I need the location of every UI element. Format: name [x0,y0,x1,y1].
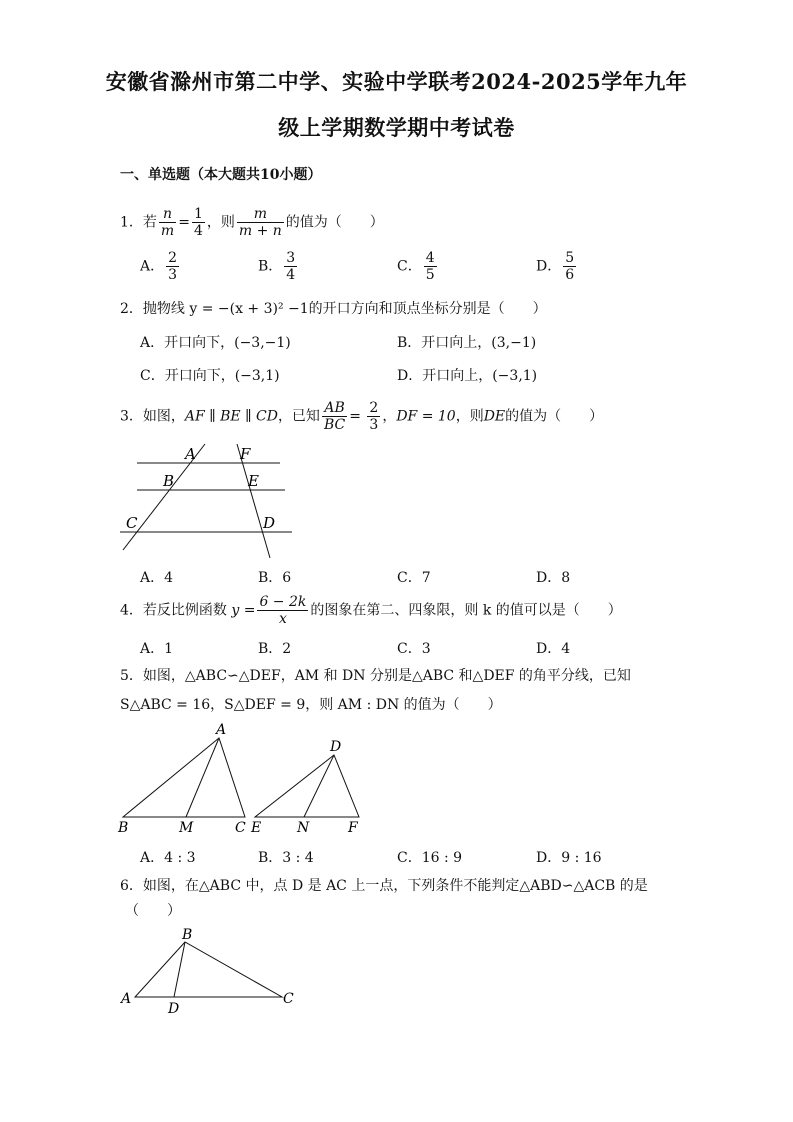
q4-prefix: 4．若反比例函数 [120,602,232,619]
q1-d-num: 5 [565,250,575,266]
q1-mid: ，则 [206,214,235,231]
q1-c-den: 5 [425,267,435,283]
q1-b-num: 3 [286,250,296,266]
q6-label-a: A [121,991,132,1007]
q1-suffix: 的值为（ ） [285,214,384,231]
q3-label-e: E [248,472,259,490]
q3-eq: = [349,408,366,425]
q3-mid3: ，则 [455,408,484,425]
q3-frac-ab-bc [322,400,347,433]
q3-option-d[interactable]: D．8 [536,570,571,586]
q2-option-c[interactable]: C．开口向下，(−3,1) [140,368,280,384]
q1-a-num: 2 [168,250,178,266]
q4-frac [257,594,308,627]
q1-option-b[interactable] [258,250,299,283]
paper-title-line2: 级上学期数学期中考试卷 [278,115,515,140]
question-2: 2．抛物线 y = −(x + 3)² −1的开口方向和顶点坐标分别是（ ） [120,301,547,317]
q1-m2: m [237,206,284,223]
q5-option-d[interactable]: D．9 : 16 [536,850,602,866]
q5-triangle-def [255,755,359,817]
question-6-line2: （ ） [125,903,181,919]
q3-de: DE [483,408,506,425]
q3-mid2: ， [382,408,397,425]
q3-label-f: F [240,445,251,463]
question-6-line1: 6．如图，在△ABC 中，点 D 是 AC 上一点，下列条件不能判定△ABD∽△ACB 的是 [120,878,648,894]
q5-segment-dn [304,755,334,817]
paper-title-line1: 安徽省滁州市第二中学、实验中学联考2024-2025学年九年 [105,69,688,94]
q4-option-b[interactable]: B．2 [258,641,292,657]
q5-figure [115,720,375,838]
q3-prefix: 3．如图， [120,408,185,425]
q1-c-frac [424,250,437,283]
q5-label-e: E [251,820,262,836]
q5-option-a[interactable]: A．4 : 3 [140,850,196,866]
q3-option-a[interactable]: A．4 [140,570,174,586]
q1-m: m [160,223,175,239]
q1-frac-m-mn [237,206,284,239]
q5-label-m: M [179,820,194,836]
q3-label-b: B [163,472,175,490]
q4-option-c[interactable]: C．3 [397,641,431,657]
q5-label-f: F [348,820,358,836]
q5-label-n: N [297,820,310,836]
q2-option-b[interactable]: B．开口向上，(3,−1) [397,335,537,351]
q1-d-frac [563,250,576,283]
q4-option-a[interactable]: A．1 [140,641,174,657]
q1-d-den: 6 [565,267,575,283]
q3-two: 2 [369,400,379,416]
q3-label-a: A [185,445,196,463]
q1-a-frac [166,250,179,283]
q1-frac-n-m [159,206,176,239]
question-1: 1．若 $\frac{n}{m}$ = $\frac{1}{4}$ ，则 $\frac{m}{m + n}$ 的值为（ ） [120,206,384,239]
q3-label-d: D [263,514,276,532]
q1-frac-1-4 [192,206,205,239]
q3-option-c[interactable]: C．7 [397,570,431,586]
q1-option-a[interactable] [140,250,181,283]
q1-prefix: 1．若 [120,214,157,231]
q5-label-a: A [216,722,227,738]
q4-num: 6 − 2k [259,594,307,610]
q1-c-label: C． [397,258,422,275]
q1-one: 1 [193,206,203,222]
q5-label-c: C [235,820,246,836]
q2-option-d[interactable]: D．开口向上，(−3,1) [397,368,538,384]
q3-option-b[interactable]: B．6 [258,570,292,586]
q1-a-label: A． [140,258,165,275]
question-4 [120,594,622,627]
question-5-line2: S△ABC = 16，S△DEF = 9，则 AM : DN 的值为（ ） [120,697,502,713]
q3-ab: AB [322,400,347,417]
q5-segment-am [186,738,219,817]
q6-figure [115,925,305,1017]
q5-label-d: D [330,739,342,755]
q1-option-d[interactable] [536,250,578,283]
q1-option-c[interactable] [397,250,439,283]
q4-y: y = [231,602,256,619]
q1-n: n [159,206,176,223]
section-heading: 一、单选题（本大题共10小题） [120,167,322,183]
q5-triangle-abc [123,738,245,817]
q1-b-frac [284,250,297,283]
q4-suffix: 的图象在第二、四象限，则 k 的值可以是（ ） [310,602,622,619]
q5-option-c[interactable]: C．16 : 9 [397,850,463,866]
q5-label-b: B [118,820,129,836]
q1-b-label: B． [258,258,283,275]
q6-triangle-abc [135,942,282,997]
q4-den: x [278,611,287,627]
q3-figure [115,440,300,565]
q1-a-den: 3 [168,267,178,283]
q2-option-a[interactable]: A．开口向下，(−3,−1) [140,335,291,351]
q3-three: 3 [369,417,379,433]
q6-label-b: B [182,927,193,943]
q3-cond: AF ∥ BE ∥ CD [184,408,278,425]
q5-option-b[interactable]: B．3 : 4 [258,850,314,866]
q1-mn: m + n [238,223,282,239]
q1-b-den: 4 [286,267,296,283]
q6-segment-bd [174,942,185,997]
q1-c-num: 4 [425,250,435,266]
question-5-line1: 5．如图，△ABC∽△DEF，AM 和 DN 分别是△ABC 和△DEF 的角平分线，已知 [120,668,631,684]
question-3 [120,400,603,433]
q6-label-c: C [283,991,294,1007]
q3-mid1: ，已知 [277,408,320,425]
q4-option-d[interactable]: D．4 [536,641,571,657]
q3-label-c: C [126,514,138,532]
q3-suffix: 的值为（ ） [505,408,604,425]
q1-four: 4 [193,223,203,239]
q6-label-d: D [168,1001,180,1017]
q1-d-label: D． [536,258,562,275]
q3-frac-2-3 [367,400,380,433]
q3-df: DF = 10 [396,408,456,425]
q3-bc: BC [323,417,346,433]
